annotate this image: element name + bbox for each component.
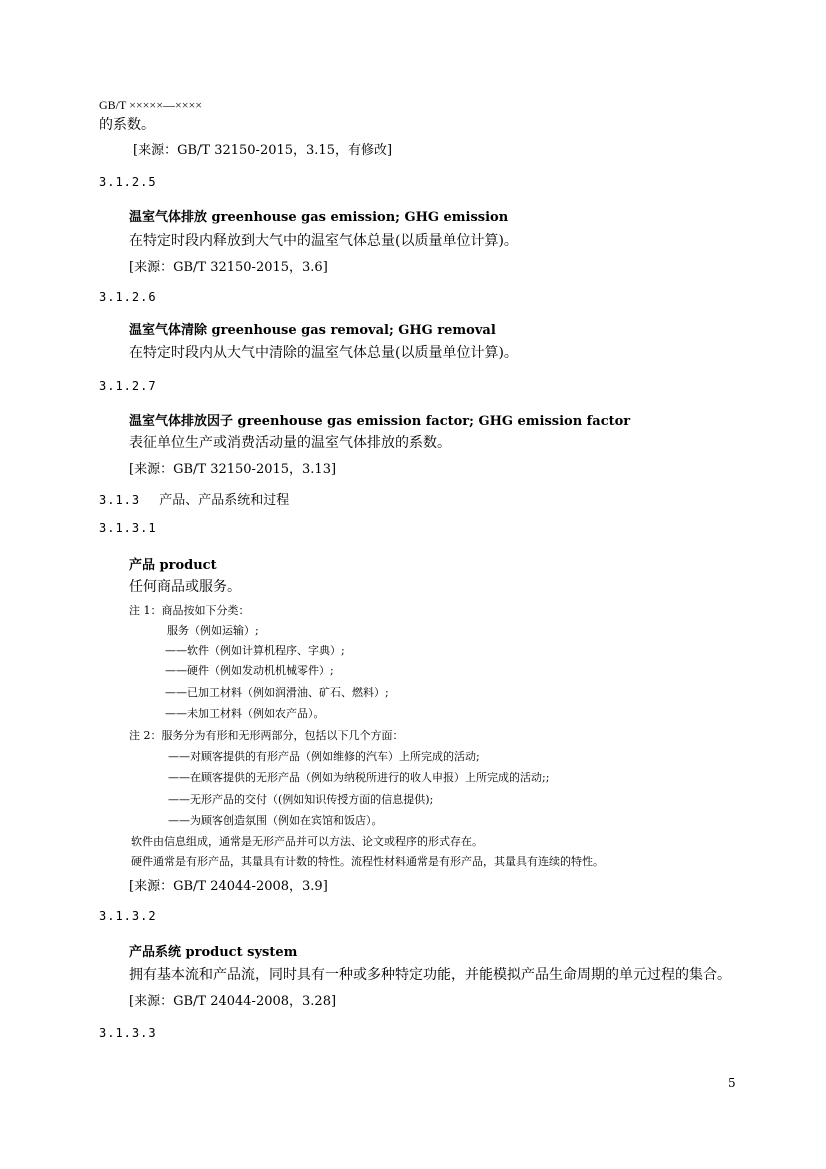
source-citation: [来源：GB/T 32150-2015，3.6] (129, 260, 328, 275)
note-label: 注 1： (129, 604, 162, 617)
clause-number: 3.1.3.2 (99, 909, 157, 923)
term-heading: 温室气体排放 greenhouse gas emission; GHG emission (129, 210, 509, 225)
note-list-item: ——硬件（例如发动机机械零件）; (165, 664, 334, 677)
note-list-item: ——为顾客创造氛围（例如在宾馆和饭店）。 (168, 814, 383, 827)
note-2 (129, 727, 404, 743)
term-definition: 在特定时段内释放到大气中的温室气体总量(以质量单位计算)。 (129, 233, 518, 249)
note-text: 商品按如下分类： (161, 604, 250, 617)
note-list-item: 服务（例如运输）; (167, 624, 259, 637)
document-code: GB/T ×××××—×××× (99, 98, 203, 112)
note-list-item: ——软件（例如计算机程序、字典）; (165, 644, 345, 657)
source-citation: [来源：GB/T 24044-2008，3.9] (129, 879, 328, 894)
term-definition: 表征单位生产或消费活动量的温室气体排放的系数。 (129, 435, 451, 451)
page-number: 5 (728, 1076, 736, 1090)
note-list-item: ——对顾客提供的有形产品（例如维修的汽车）上所完成的活动; (168, 750, 480, 763)
source-citation: [来源：GB/T 24044-2008，3.28] (129, 994, 337, 1009)
term-heading: 产品 product (129, 558, 217, 573)
note-label: 注 2： (129, 729, 162, 742)
clause-number: 3.1.2.5 (99, 175, 157, 189)
term-heading: 温室气体清除 greenhouse gas removal; GHG removal (129, 323, 496, 338)
clause-number: 3.1.2.6 (99, 290, 157, 304)
note-1 (129, 602, 250, 618)
note-extra-text: 硬件通常是有形产品，其量具有计数的特性。流程性材料通常是有形产品，其量具有连续的特性。 (131, 855, 604, 868)
term-heading: 温室气体排放因子 greenhouse gas emission factor; GHG emission factor (129, 414, 631, 429)
section-heading (99, 489, 289, 508)
clause-number: 3.1.3.3 (99, 1026, 157, 1040)
term-definition: 任何商品或服务。 (129, 579, 241, 595)
note-text: 服务分为有形和无形两部分，包括以下几个方面： (161, 729, 404, 742)
note-list-item: ——未加工材料（例如农产品）。 (165, 707, 325, 720)
source-citation: [来源：GB/T 32150-2015，3.13] (129, 462, 337, 477)
continued-text: 的系数。 (99, 117, 155, 133)
note-list-item: ——无形产品的交付（(例如知识传授方面的信息提供); (168, 793, 434, 806)
clause-number: 3.1.3.1 (99, 521, 157, 535)
source-citation: [来源：GB/T 32150-2015，3.15，有修改] (133, 143, 393, 158)
section-number: 3.1.3 (99, 493, 141, 507)
term-definition: 拥有基本流和产品流，同时具有一种或多种特定功能，并能模拟产品生命周期的单元过程的集合。 (129, 967, 731, 983)
section-title: 产品、产品系统和过程 (159, 493, 290, 508)
term-definition: 在特定时段内从大气中清除的温室气体总量(以质量单位计算)。 (129, 345, 518, 361)
note-extra-text: 软件由信息组成，通常是无形产品并可以方法、论文或程序的形式存在。 (131, 835, 483, 848)
note-list-item: ——在顾客提供的无形产品（例如为纳税所进行的收人申报）上所完成的活动;; (168, 771, 550, 784)
note-list-item: ——已加工材料（例如润滑油、矿石、燃料）; (165, 686, 389, 699)
clause-number: 3.1.2.7 (99, 379, 157, 393)
term-heading: 产品系统 product system (129, 945, 298, 960)
